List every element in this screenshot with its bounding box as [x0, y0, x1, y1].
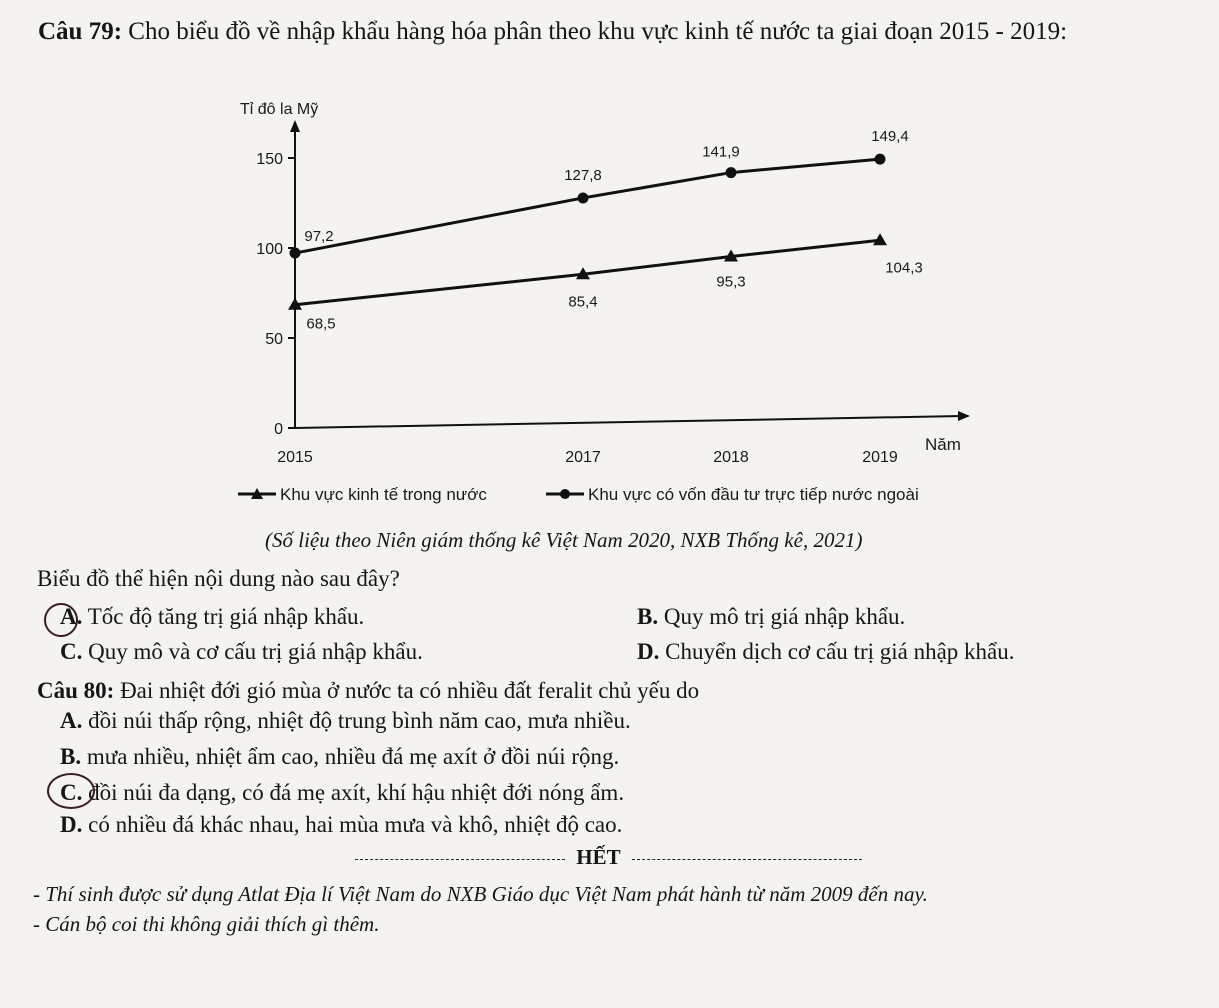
- x-tick-label: 2018: [713, 449, 749, 466]
- data-label: 68,5: [306, 315, 336, 333]
- chart-series: [288, 128, 923, 333]
- data-label: 85,4: [568, 293, 598, 311]
- option-text: Tốc độ tăng trị giá nhập khẩu.: [87, 604, 365, 629]
- data-label: 95,3: [716, 273, 746, 291]
- option-letter: B.: [637, 604, 659, 629]
- q79-option-c[interactable]: [60, 639, 423, 665]
- option-letter: C.: [60, 639, 83, 664]
- option-letter: C.: [60, 780, 83, 805]
- data-label: 97,2: [304, 228, 334, 246]
- q80-option-c[interactable]: [60, 780, 624, 806]
- option-text: Chuyển dịch cơ cấu trị giá nhập khẩu.: [665, 639, 1015, 664]
- end-label: HẾT: [576, 845, 621, 869]
- x-tick-label: 2019: [862, 449, 898, 466]
- x-ticks: [277, 449, 898, 466]
- option-letter: D.: [637, 639, 660, 664]
- circle-marker: [578, 192, 589, 203]
- circle-marker: [726, 167, 737, 178]
- answer-circle-mark: [44, 603, 78, 637]
- q80-option-d[interactable]: [60, 812, 622, 838]
- data-label: 104,3: [885, 259, 923, 277]
- x-tick-label: 2015: [277, 449, 313, 466]
- question-number: Câu 80:: [37, 678, 115, 703]
- chart-legend: [238, 485, 919, 504]
- question-number: Câu 79:: [38, 18, 123, 45]
- legend-circle-marker: [560, 489, 570, 499]
- option-letter: A.: [60, 708, 83, 733]
- option-text: Quy mô trị giá nhập khẩu.: [663, 604, 906, 629]
- question-text: Đai nhiệt đới gió mùa ở nước ta có nhiều đất feralit chủ yếu do: [120, 678, 700, 703]
- q80-option-b[interactable]: [60, 744, 619, 770]
- x-axis-label: Năm: [925, 435, 961, 454]
- divider-line: [355, 859, 565, 860]
- y-axis-arrow: [290, 120, 300, 132]
- circle-marker: [875, 154, 886, 165]
- option-text: Quy mô và cơ cấu trị giá nhập khẩu.: [88, 639, 423, 664]
- x-axis: [295, 416, 962, 428]
- x-axis-arrow: [958, 411, 970, 421]
- footer-note-atlat: - Thí sinh được sử dụng Atlat Địa lí Việt Nam do NXB Giáo dục Việt Nam phát hành từ năm 2009 đến nay.: [33, 882, 928, 906]
- q79-option-d[interactable]: [637, 639, 1015, 665]
- y-axis-label: Tỉ đô la Mỹ: [240, 101, 319, 118]
- footer-note-no-explanation: - Cán bộ coi thi không giải thích gì thêm.: [33, 912, 380, 936]
- legend-label: Khu vực kinh tế trong nước: [280, 485, 487, 504]
- data-label: 149,4: [871, 128, 909, 146]
- option-text: mưa nhiều, nhiệt ẩm cao, nhiều đá mẹ axít ở đồi núi rộng.: [86, 744, 620, 769]
- q79-option-b[interactable]: [637, 604, 905, 630]
- y-tick-label: 100: [256, 241, 283, 258]
- legend-label: Khu vực có vốn đầu tư trực tiếp nước ngoài: [588, 485, 919, 504]
- y-ticks: [256, 151, 295, 438]
- option-letter: B.: [60, 744, 82, 769]
- circle-marker: [290, 248, 301, 259]
- y-tick-label: 0: [274, 421, 283, 438]
- x-tick-label: 2017: [565, 449, 601, 466]
- answer-circle-mark: [47, 773, 95, 809]
- chart-axes: [290, 120, 970, 428]
- data-label: 127,8: [564, 166, 602, 184]
- y-tick-label: 50: [265, 331, 283, 348]
- q80-option-a[interactable]: [60, 708, 631, 734]
- data-source: (Số liệu theo Niên giám thống kê Việt Nam 2020, NXB Thống kê, 2021): [265, 528, 863, 552]
- data-label: 141,9: [702, 143, 740, 161]
- option-letter: D.: [60, 812, 83, 837]
- option-text: có nhiều đá khác nhau, hai mùa mưa và khô, nhiệt độ cao.: [88, 812, 623, 837]
- question-text: Cho biểu đồ về nhập khẩu hàng hóa phân theo khu vực kinh tế nước ta giai đoạn 2015 - 2019:: [128, 18, 1068, 45]
- y-tick-label: 150: [256, 151, 283, 168]
- question-80-heading: [37, 678, 699, 704]
- question-79-prompt: Biểu đồ thể hiện nội dung nào sau đây?: [37, 566, 400, 591]
- option-letter: A.: [60, 604, 83, 629]
- option-text: đồi núi thấp rộng, nhiệt độ trung bình năm cao, mưa nhiều.: [88, 708, 631, 733]
- q79-option-a[interactable]: [60, 604, 364, 630]
- triangle-marker: [873, 233, 887, 245]
- divider-line: [632, 859, 862, 860]
- option-text: đồi núi đa dạng, có đá mẹ axít, khí hậu nhiệt đới nóng ẩm.: [88, 780, 625, 805]
- end-divider: [355, 845, 862, 870]
